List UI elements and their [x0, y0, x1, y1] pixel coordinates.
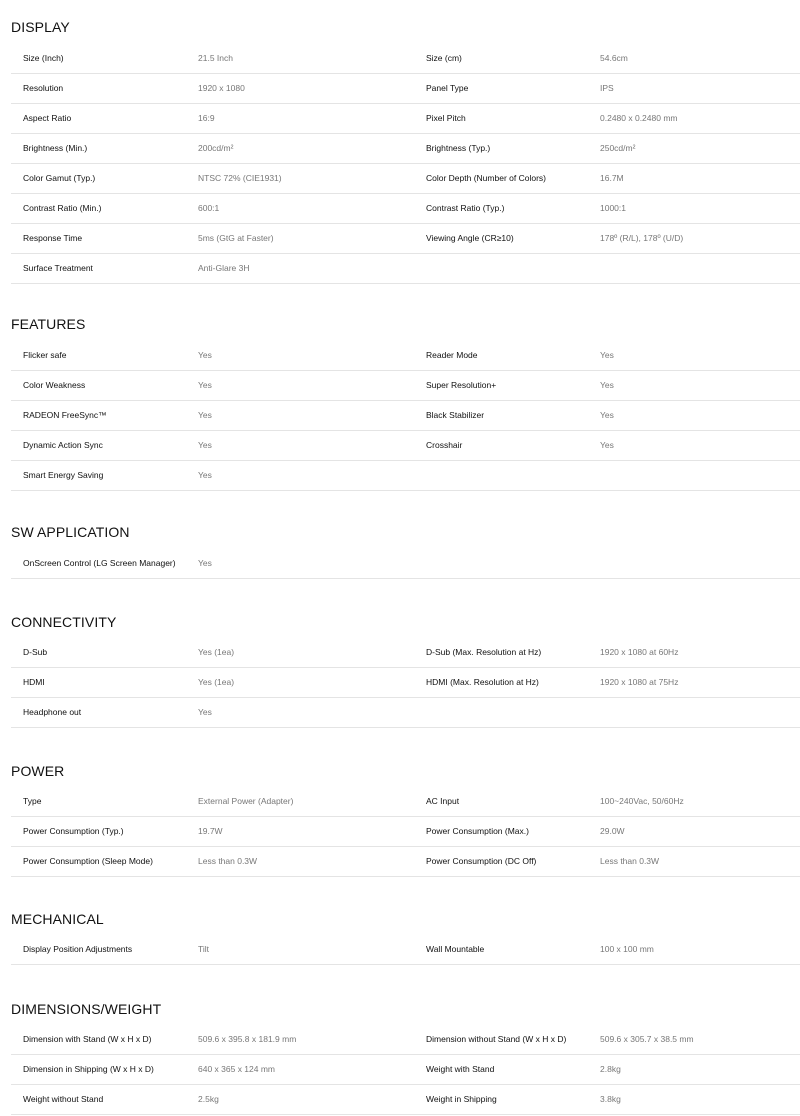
spec-value: Yes — [600, 380, 614, 390]
spec-row — [11, 194, 800, 224]
spec-label: Power Consumption (DC Off) — [426, 856, 537, 866]
spec-label: Brightness (Typ.) — [426, 143, 491, 153]
spec-label: D-Sub — [23, 647, 48, 657]
spec-value: 21.5 Inch — [198, 53, 233, 63]
spec-row — [11, 341, 800, 371]
spec-row — [11, 461, 800, 491]
spec-label: Response Time — [23, 233, 83, 243]
spec-row — [11, 549, 800, 579]
spec-row — [11, 104, 800, 134]
spec-value: Yes (1ea) — [198, 677, 235, 687]
spec-label: Contrast Ratio (Typ.) — [426, 203, 505, 213]
spec-table — [11, 341, 800, 491]
spec-value: Yes — [198, 470, 212, 480]
spec-value: 2.5kg — [198, 1094, 219, 1104]
spec-label: HDMI (Max. Resolution at Hz) — [426, 677, 539, 687]
section-title: SW APPLICATION — [11, 524, 130, 540]
spec-label: OnScreen Control (LG Screen Manager) — [23, 558, 176, 568]
spec-row — [11, 431, 800, 461]
spec-label: Flicker safe — [23, 350, 67, 360]
spec-value: External Power (Adapter) — [198, 796, 294, 806]
spec-row — [11, 44, 800, 74]
spec-label: Brightness (Min.) — [23, 143, 88, 153]
spec-row — [11, 371, 800, 401]
spec-value: 200cd/m² — [198, 143, 234, 153]
spec-value: 2.8kg — [600, 1064, 621, 1074]
spec-value: 0.2480 x 0.2480 mm — [600, 113, 678, 123]
spec-value: Yes — [600, 410, 614, 420]
spec-value: 5ms (GtG at Faster) — [198, 233, 274, 243]
spec-label: Weight with Stand — [426, 1064, 495, 1074]
spec-label: Color Gamut (Typ.) — [23, 173, 96, 183]
spec-label: Type — [23, 796, 42, 806]
spec-label: Resolution — [23, 83, 64, 93]
spec-row — [11, 224, 800, 254]
spec-value: Tilt — [198, 944, 210, 954]
spec-row — [11, 847, 800, 877]
spec-value: Anti-Glare 3H — [198, 263, 250, 273]
spec-row — [11, 1055, 800, 1085]
spec-row — [11, 935, 800, 965]
spec-value: IPS — [600, 83, 614, 93]
spec-row — [11, 638, 800, 668]
spec-label: Panel Type — [426, 83, 469, 93]
spec-label: Contrast Ratio (Min.) — [23, 203, 102, 213]
spec-label: AC Input — [426, 796, 460, 806]
spec-value: 3.8kg — [600, 1094, 621, 1104]
spec-table — [11, 787, 800, 877]
spec-label: Aspect Ratio — [23, 113, 72, 123]
spec-label: Dimension without Stand (W x H x D) — [426, 1034, 567, 1044]
spec-row — [11, 668, 800, 698]
spec-label: Reader Mode — [426, 350, 478, 360]
spec-value: 600:1 — [198, 203, 220, 213]
spec-row — [11, 401, 800, 431]
spec-label: Power Consumption (Max.) — [426, 826, 529, 836]
spec-value: Less than 0.3W — [600, 856, 660, 866]
spec-label: Surface Treatment — [23, 263, 93, 273]
spec-table — [11, 44, 800, 284]
spec-label: Dynamic Action Sync — [23, 440, 103, 450]
spec-value: Yes — [198, 707, 212, 717]
spec-label: D-Sub (Max. Resolution at Hz) — [426, 647, 542, 657]
spec-value: 250cd/m² — [600, 143, 636, 153]
spec-label: Color Weakness — [23, 380, 86, 390]
spec-value: 178º (R/L), 178º (U/D) — [600, 233, 684, 243]
section-title: DISPLAY — [11, 19, 70, 35]
spec-value: 509.6 x 305.7 x 38.5 mm — [600, 1034, 694, 1044]
spec-label: RADEON FreeSync™ — [23, 410, 107, 420]
spec-table — [11, 935, 800, 965]
spec-label: Size (Inch) — [23, 53, 64, 63]
spec-value: 1920 x 1080 at 60Hz — [600, 647, 679, 657]
spec-label: Viewing Angle (CR≥10) — [426, 233, 514, 243]
spec-value: Yes — [198, 558, 212, 568]
spec-value: NTSC 72% (CIE1931) — [198, 173, 282, 183]
spec-value: Yes — [198, 350, 212, 360]
spec-row — [11, 1085, 800, 1115]
spec-row — [11, 74, 800, 104]
spec-value: 1920 x 1080 — [198, 83, 245, 93]
spec-row — [11, 134, 800, 164]
spec-value: 1000:1 — [600, 203, 626, 213]
spec-row — [11, 698, 800, 728]
spec-label: Size (cm) — [426, 53, 462, 63]
spec-row — [11, 817, 800, 847]
section-title: CONNECTIVITY — [11, 614, 117, 630]
spec-label: Power Consumption (Sleep Mode) — [23, 856, 153, 866]
spec-label: Black Stabilizer — [426, 410, 485, 420]
spec-value: 509.6 x 395.8 x 181.9 mm — [198, 1034, 297, 1044]
spec-value: Yes — [198, 410, 212, 420]
spec-label: Weight in Shipping — [426, 1094, 497, 1104]
spec-label: Display Position Adjustments — [23, 944, 133, 954]
spec-label: Pixel Pitch — [426, 113, 466, 123]
spec-value: 29.0W — [600, 826, 625, 836]
spec-row — [11, 787, 800, 817]
spec-value: 19.7W — [198, 826, 223, 836]
spec-table — [11, 549, 800, 579]
spec-label: Wall Mountable — [426, 944, 485, 954]
spec-label: Super Resolution+ — [426, 380, 497, 390]
spec-label: Power Consumption (Typ.) — [23, 826, 124, 836]
section-title: DIMENSIONS/WEIGHT — [11, 1001, 162, 1017]
spec-label: Dimension with Stand (W x H x D) — [23, 1034, 152, 1044]
spec-table — [11, 638, 800, 728]
spec-value: 1920 x 1080 at 75Hz — [600, 677, 679, 687]
spec-row — [11, 1025, 800, 1055]
spec-row — [11, 164, 800, 194]
section-title: FEATURES — [11, 316, 86, 332]
spec-value: Yes — [600, 440, 614, 450]
spec-value: Yes — [198, 440, 212, 450]
spec-value: 54.6cm — [600, 53, 628, 63]
spec-value: 16.7M — [600, 173, 624, 183]
section-title: POWER — [11, 763, 65, 779]
spec-label: Color Depth (Number of Colors) — [426, 173, 546, 183]
spec-value: 100~240Vac, 50/60Hz — [600, 796, 684, 806]
spec-label: Headphone out — [23, 707, 82, 717]
spec-value: 640 x 365 x 124 mm — [198, 1064, 276, 1074]
spec-value: Yes (1ea) — [198, 647, 235, 657]
spec-label: HDMI — [23, 677, 45, 687]
spec-value: Yes — [600, 350, 614, 360]
spec-label: Crosshair — [426, 440, 463, 450]
spec-label: Smart Energy Saving — [23, 470, 104, 480]
spec-value: Less than 0.3W — [198, 856, 258, 866]
spec-label: Dimension in Shipping (W x H x D) — [23, 1064, 154, 1074]
spec-value: 16:9 — [198, 113, 215, 123]
spec-label: Weight without Stand — [23, 1094, 104, 1104]
spec-row — [11, 254, 800, 284]
section-title: MECHANICAL — [11, 911, 104, 927]
spec-value: Yes — [198, 380, 212, 390]
spec-value: 100 x 100 mm — [600, 944, 654, 954]
spec-table — [11, 1025, 800, 1115]
